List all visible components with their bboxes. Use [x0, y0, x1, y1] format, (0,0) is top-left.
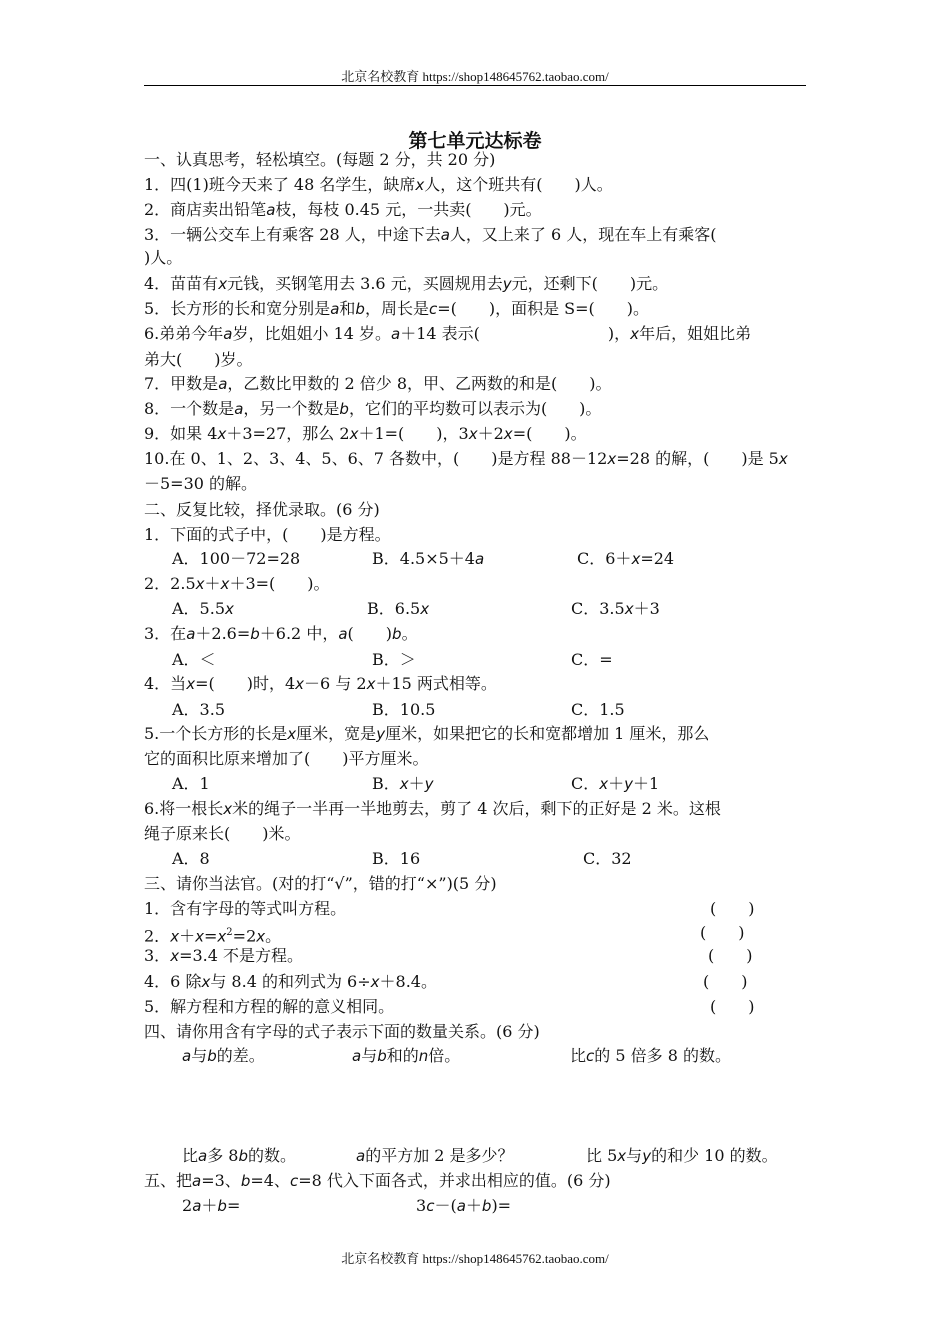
s3-q5: 5．解方程和方程的解的意义相同。	[144, 997, 395, 1016]
s3-q1: 1．含有字母的等式叫方程。	[144, 899, 347, 918]
s5-expr-2: 3c－(a＋b)=	[416, 1196, 512, 1215]
s1-q2: 2．商店卖出铅笔a枝，每枝 0.45 元，一共卖( )元。	[144, 200, 542, 219]
s2-q2-opt-a: A．5.5x	[172, 599, 234, 618]
s2-q2-opt-b: B．6.5x	[367, 599, 430, 618]
s3-q2: 2．$x+x=x^2=2x$。	[144, 926, 282, 946]
s4-item-a-squared-plus-2: a的平方加 2 是多少？	[356, 1146, 514, 1165]
s2-q2-opt-c: C．3.5x＋3	[571, 599, 660, 618]
s4-item-a-plus-8b: 比a多 8b的数。	[182, 1146, 297, 1165]
header-rule	[144, 85, 806, 86]
s2-q6-opt-b: B．16	[372, 849, 421, 868]
section2-heading: 二、反复比较，择优录取。(6 分)	[144, 500, 380, 519]
s3-q4-answer-blank[interactable]: ( )	[703, 972, 748, 991]
s1-q5: 5．长方形的长和宽分别是a和b，周长是c=( )，面积是 S=( )。	[144, 299, 650, 318]
section1-heading: 一、认真思考，轻松填空。(每题 2 分，共 20 分)	[144, 150, 496, 169]
s2-q5-opt-c: C．x＋y＋1	[571, 774, 660, 793]
s4-item-sum-minus-10: 比 5x与y的和少 10 的数。	[586, 1146, 778, 1165]
s2-q4: 4．当x=( )时，4x－6 与 2x＋15 两式相等。	[144, 674, 497, 693]
s3-q5-answer-blank[interactable]: ( )	[710, 997, 755, 1016]
s2-q3-opt-a: A．＜	[172, 650, 216, 669]
s1-q10-cont: －5=30 的解。	[144, 474, 258, 493]
s2-q1: 1．下面的式子中，( )是方程。	[144, 525, 391, 544]
section3-heading: 三、请你当法官。(对的打“√”，错的打“×”)(5 分)	[144, 874, 497, 893]
s2-q4-opt-c: C．1.5	[571, 700, 625, 719]
s1-q1: 1．四(1)班今天来了 48 名学生，缺席x人，这个班共有( )人。	[144, 175, 613, 194]
s3-q4: 4．6 除x与 8.4 的和列式为 6÷x＋8.4。	[144, 972, 437, 991]
s2-q5: 5.一个长方形的长是x厘米，宽是y厘米，如果把它的长和宽都增加 1 厘米，那么	[144, 724, 710, 743]
page-header: 北京名校教育 https://shop148645762.taobao.com/	[341, 69, 609, 84]
s1-q9: 9．如果 4x＋3=27，那么 2x＋1=( )，3x＋2x=( )。	[144, 424, 587, 443]
s4-item-n-times-sum: a与b和的n倍。	[352, 1046, 461, 1065]
s2-q4-opt-a: A．3.5	[172, 700, 226, 719]
s1-q3-cont: )人。	[144, 248, 183, 267]
s2-q6: 6.将一根长x米的绳子一半再一半地剪去，剪了 4 次后，剩下的正好是 2 米。这根	[144, 799, 721, 818]
s1-q7: 7．甲数是a，乙数比甲数的 2 倍少 8，甲、乙两数的和是( )。	[144, 374, 612, 393]
s3-q1-answer-blank[interactable]: ( )	[710, 899, 755, 918]
s1-q8: 8．一个数是a，另一个数是b，它们的平均数可以表示为( )。	[144, 399, 602, 418]
section4-heading: 四、请你用含有字母的式子表示下面的数量关系。(6 分)	[144, 1022, 540, 1041]
s2-q3-opt-b: B．＞	[372, 650, 416, 669]
page-footer: 北京名校教育 https://shop148645762.taobao.com/	[341, 1251, 609, 1266]
s2-q4-opt-b: B．10.5	[372, 700, 436, 719]
s2-q1-opt-c: C．6＋x=24	[577, 549, 675, 568]
s2-q5-opt-b: B．x＋y	[372, 774, 434, 793]
s2-q1-opt-b: B．4.5×5＋4a	[372, 549, 485, 568]
s1-q10: 10.在 0、1、2、3、4、5、6、7 各数中，( )是方程 88－12x=28 的解，( )是 5x	[144, 449, 788, 468]
s1-q4: 4．苗苗有x元钱，买钢笔用去 3.6 元，买圆规用去y元，还剩下( )元。	[144, 274, 669, 293]
s4-item-a-minus-b: a与b的差。	[182, 1046, 265, 1065]
s2-q6-cont: 绳子原来长( )米。	[144, 824, 301, 843]
s3-q3-answer-blank[interactable]: ( )	[708, 946, 753, 965]
s3-q2-answer-blank[interactable]: ( )	[700, 923, 745, 942]
s2-q3-opt-c: C．=	[571, 650, 613, 669]
s3-q3: 3．x=3.4 不是方程。	[144, 946, 304, 965]
section5-heading: 五、把a=3、b=4、c=8 代入下面各式，并求出相应的值。(6 分)	[144, 1171, 611, 1190]
s5-expr-1: 2a＋b=	[182, 1196, 241, 1215]
s2-q2: 2．2.5x＋x＋3=( )。	[144, 574, 330, 593]
s1-q3: 3．一辆公交车上有乘客 28 人，中途下去a人，又上来了 6 人，现在车上有乘客(	[144, 225, 717, 244]
s1-q6-cont: 弟大( )岁。	[144, 350, 253, 369]
s2-q1-opt-a: A．100－72=28	[172, 549, 301, 568]
s1-q6: 6.弟弟今年a岁，比姐姐小 14 岁。a＋14 表示( )，x年后，姐姐比弟	[144, 324, 752, 343]
s2-q6-opt-a: A．8	[172, 849, 210, 868]
s4-item-5c-plus-8: 比c的 5 倍多 8 的数。	[570, 1046, 731, 1065]
s2-q6-opt-c: C．32	[583, 849, 632, 868]
s2-q3: 3．在a＋2.6=b＋6.2 中，a( )b。	[144, 624, 418, 643]
s2-q5-cont: 它的面积比原来增加了( )平方厘米。	[144, 749, 429, 768]
s2-q5-opt-a: A．1	[172, 774, 210, 793]
exam-title: 第七单元达标卷	[408, 130, 542, 152]
